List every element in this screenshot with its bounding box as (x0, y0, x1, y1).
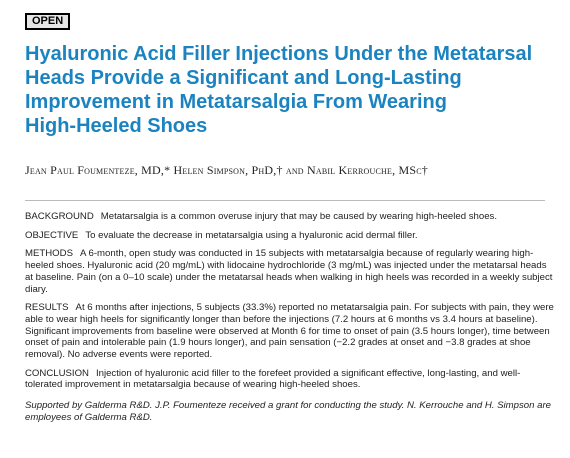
section-heading: BACKGROUND (25, 211, 94, 222)
title-line: High-Heeled Shoes (25, 115, 208, 137)
section-heading: METHODS (25, 248, 73, 260)
abstract-results (25, 302, 555, 361)
article-title (25, 42, 555, 138)
title-line: Hyaluronic Acid Filler Injections Under the Metatarsal (25, 43, 533, 65)
abstract (25, 211, 555, 424)
author-list: Jean Paul Foumenteze, MD,* Helen Simpson, PhD,† and Nabil Kerrouche, MSc† (25, 163, 428, 177)
abstract-conclusion (25, 368, 555, 391)
section-text: A 6-month, open study was conducted in 15 subjects with metatarsalgia because of regularly wearing high-heeled shoes. Hyaluronic acid (20 mg/mL) with lidocaine hydrochloride (3 mg/mL) was injected under the metatarsal heads at baseline. Pain (on a 0–10 scale) under the metatarsal heads when walking in high heels was recorded in a weekly subject diary. (25, 248, 553, 295)
funding-statement: Supported by Galderma R&D. J.P. Foumenteze received a grant for conducting the study. N. Kerrouche and H. Simpson are employees of Galderma R&D. (25, 400, 551, 423)
section-heading: CONCLUSION (25, 367, 89, 379)
section-text: To evaluate the decrease in metatarsalgia using a hyaluronic acid dermal filler. (85, 229, 418, 241)
section-text: At 6 months after injections, 5 subjects (33.3%) reported no metatarsalgia pain. For subjects with pain, they were able to wear high heels for significantly longer than before the injections (7.2 hours at 6 months vs 3.4 hours at baseline). Significant improvements from baseline were observed at Month 6 for time to onset of pain (3.5 hours longer), time between onset of pain and intolerable pain (1.9 hours longer), and pain sensation (−2.2 grades at onset and −3.8 grades at shoe removal). No adverse events were reported. (25, 302, 554, 361)
section-heading: RESULTS (25, 302, 69, 314)
title-line: Improvement in Metatarsalgia From Wearing (25, 91, 447, 113)
abstract-background (25, 211, 555, 223)
open-access-badge: OPEN (25, 13, 70, 30)
title-line: Heads Provide a Significant and Long-Lasting (25, 67, 462, 89)
section-text: Metatarsalgia is a common overuse injury that may be caused by wearing high-heeled shoes. (100, 211, 497, 222)
abstract-methods (25, 248, 555, 295)
divider (25, 200, 545, 201)
section-heading: OBJECTIVE (25, 229, 79, 241)
section-text: Injection of hyaluronic acid filler to the forefeet provided a significant effective, long-lasting, and well-tolerated improvement in metatarsalgia because of wearing high-heeled shoes. (25, 367, 521, 391)
abstract-objective (25, 230, 555, 242)
